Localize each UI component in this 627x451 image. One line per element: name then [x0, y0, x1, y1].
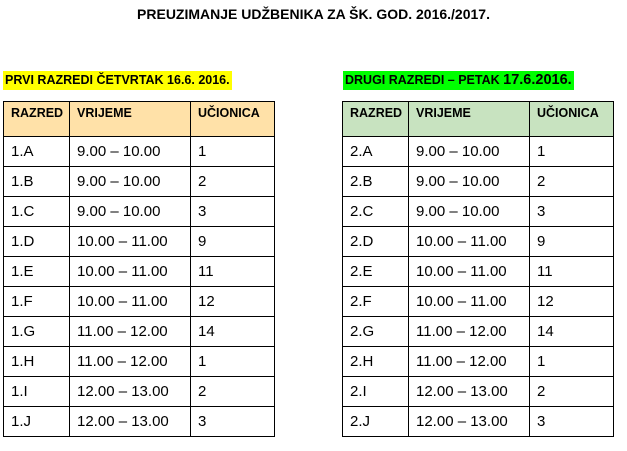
- class-cell: 1.H: [4, 347, 70, 377]
- class-cell: 1.G: [4, 317, 70, 347]
- table-row: [343, 347, 614, 377]
- second-grade-heading-label: DRUGI RAZREDI – PETAK: [345, 73, 504, 87]
- second-grade-heading: [343, 71, 574, 90]
- time-cell: 12.00 – 13.00: [70, 407, 191, 437]
- class-cell: 1.E: [4, 257, 70, 287]
- second-grade-heading-date: 17.6.2016.: [503, 72, 572, 88]
- room-cell: 14: [530, 317, 614, 347]
- time-cell: 9.00 – 10.00: [409, 197, 530, 227]
- table-row: [4, 137, 275, 167]
- first-grade-table: [3, 101, 275, 437]
- column-header-ucionica: UČIONICA: [191, 102, 275, 137]
- room-cell: 3: [530, 407, 614, 437]
- time-cell: 10.00 – 11.00: [409, 257, 530, 287]
- time-cell: 11.00 – 12.00: [409, 317, 530, 347]
- room-cell: 14: [191, 317, 275, 347]
- class-cell: 1.A: [4, 137, 70, 167]
- time-cell: 9.00 – 10.00: [409, 167, 530, 197]
- table-row: [4, 227, 275, 257]
- class-cell: 1.I: [4, 377, 70, 407]
- class-cell: 2.G: [343, 317, 409, 347]
- page-title: PREUZIMANJE UDŽBENIKA ZA ŠK. GOD. 2016./2017.: [137, 6, 490, 22]
- table-row: [4, 347, 275, 377]
- table-row: [343, 227, 614, 257]
- room-cell: 2: [530, 167, 614, 197]
- table-row: [4, 197, 275, 227]
- table-row: [343, 137, 614, 167]
- room-cell: 1: [191, 137, 275, 167]
- time-cell: 10.00 – 11.00: [409, 287, 530, 317]
- time-cell: 10.00 – 11.00: [70, 257, 191, 287]
- time-cell: 10.00 – 11.00: [70, 227, 191, 257]
- time-cell: 9.00 – 10.00: [70, 137, 191, 167]
- class-cell: 1.F: [4, 287, 70, 317]
- class-cell: 2.A: [343, 137, 409, 167]
- class-cell: 2.B: [343, 167, 409, 197]
- table-row: [343, 197, 614, 227]
- time-cell: 11.00 – 12.00: [70, 347, 191, 377]
- class-cell: 2.C: [343, 197, 409, 227]
- class-cell: 1.C: [4, 197, 70, 227]
- column-header-razred: RAZRED: [343, 102, 409, 137]
- time-cell: 9.00 – 10.00: [70, 197, 191, 227]
- time-cell: 12.00 – 13.00: [409, 407, 530, 437]
- class-cell: 1.J: [4, 407, 70, 437]
- room-cell: 11: [530, 257, 614, 287]
- room-cell: 2: [530, 377, 614, 407]
- class-cell: 1.B: [4, 167, 70, 197]
- class-cell: 2.I: [343, 377, 409, 407]
- room-cell: 3: [191, 197, 275, 227]
- table-row: [343, 257, 614, 287]
- table-row: [343, 167, 614, 197]
- room-cell: 1: [530, 137, 614, 167]
- room-cell: 1: [530, 347, 614, 377]
- time-cell: 10.00 – 11.00: [70, 287, 191, 317]
- room-cell: 3: [530, 197, 614, 227]
- time-cell: 11.00 – 12.00: [409, 347, 530, 377]
- table-header-row: [343, 102, 614, 137]
- table-header-row: [4, 102, 275, 137]
- table-row: [4, 287, 275, 317]
- first-grade-heading: PRVI RAZREDI ČETVRTAK 16.6. 2016.: [3, 71, 232, 90]
- room-cell: 1: [191, 347, 275, 377]
- table-row: [343, 287, 614, 317]
- table-row: [4, 317, 275, 347]
- room-cell: 9: [530, 227, 614, 257]
- second-grade-table: [342, 101, 614, 437]
- time-cell: 12.00 – 13.00: [409, 377, 530, 407]
- room-cell: 3: [191, 407, 275, 437]
- room-cell: 12: [530, 287, 614, 317]
- class-cell: 2.E: [343, 257, 409, 287]
- class-cell: 2.H: [343, 347, 409, 377]
- room-cell: 2: [191, 167, 275, 197]
- table-row: [343, 377, 614, 407]
- room-cell: 12: [191, 287, 275, 317]
- column-header-ucionica: UČIONICA: [530, 102, 614, 137]
- class-cell: 2.F: [343, 287, 409, 317]
- time-cell: 9.00 – 10.00: [409, 137, 530, 167]
- table-row: [4, 257, 275, 287]
- class-cell: 2.D: [343, 227, 409, 257]
- time-cell: 10.00 – 11.00: [409, 227, 530, 257]
- class-cell: 1.D: [4, 227, 70, 257]
- time-cell: 11.00 – 12.00: [70, 317, 191, 347]
- time-cell: 12.00 – 13.00: [70, 377, 191, 407]
- room-cell: 11: [191, 257, 275, 287]
- column-header-vrijeme: VRIJEME: [409, 102, 530, 137]
- room-cell: 9: [191, 227, 275, 257]
- class-cell: 2.J: [343, 407, 409, 437]
- table-row: [343, 407, 614, 437]
- table-row: [4, 377, 275, 407]
- table-row: [343, 317, 614, 347]
- column-header-vrijeme: VRIJEME: [70, 102, 191, 137]
- table-row: [4, 407, 275, 437]
- room-cell: 2: [191, 377, 275, 407]
- time-cell: 9.00 – 10.00: [70, 167, 191, 197]
- table-row: [4, 167, 275, 197]
- column-header-razred: RAZRED: [4, 102, 70, 137]
